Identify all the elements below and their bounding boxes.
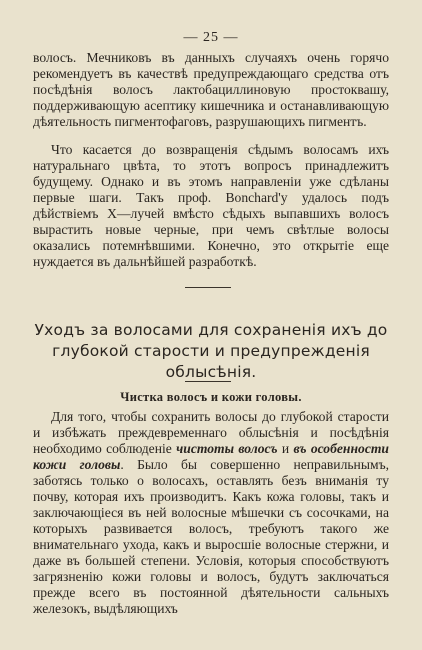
- section-heading: Уходъ за волосами для сохраненія ихъ до глубокой старости и предупрежденія облысѣнія.: [34, 321, 388, 381]
- paragraph-3: [33, 409, 389, 617]
- paragraph-1: волосъ. Мечниковъ въ данныхъ случаяхъ очень горячо рекомендуетъ въ качествѣ предупреждающаго средства отъ посѣдѣнія волосъ лактобациллиновую простоквашу, поддерживающую асептику кишечника и останавливающую дѣятельность пигментофаговъ, разрушающихъ пигментъ.: [33, 50, 389, 129]
- subsection-heading: Чистка волосъ и кожи головы.: [120, 390, 302, 404]
- paragraph-3-text: и: [277, 441, 294, 456]
- paragraph-3-text: Для того, чтобы сохранить волосы до глубокой старости и избѣжать преждевременнаго облысѣнія и посѣдѣнія необходимо соблюденіе: [33, 409, 389, 456]
- section-divider: [185, 287, 231, 288]
- emphasis-hair-cleanliness: чистоты волосъ: [176, 441, 278, 456]
- paragraph-2: Что касается до возвращенія сѣдымъ волосамъ ихъ натуральнаго цвѣта, то этотъ вопросъ принадлежитъ будущему. Однако и въ этомъ направленіи уже сдѣланы первые шаги. Такъ проф. Bonchard'у удалось подъ дѣйствіемъ X—лучей вмѣсто сѣдыхъ выпавшихъ волосъ вырастить новые черные, при чемъ свѣтлые волосы оказались потемнѣвшими. Конечно, это открытіе еще нуждается въ дальнѣйшей разработкѣ.: [33, 142, 389, 269]
- emphasis-scalp: въ особенности кожи головы: [33, 441, 389, 472]
- paragraph-3-text: . Было бы совершенно неправильнымъ, заботясь только о волосахъ, оставлять безъ вниманія ту почву, которая ихъ производитъ. Какъ кожа головы, такъ и заключающіеся въ ней волосные мѣшечки съ сосочками, на которыхъ развивается волосъ, требуютъ такого же внимательнаго ухода, какъ и выросшіе волосные стержни, и даже въ большей степени. Условія, которыя способствуютъ загрязненію кожи головы и волосъ, будутъ заключаться прежде всего въ постоянной дѣятельности сальныхъ железокъ, выдѣляющихъ: [33, 457, 389, 616]
- page-number: — 25 —: [183, 30, 239, 45]
- heading-divider: [185, 381, 231, 382]
